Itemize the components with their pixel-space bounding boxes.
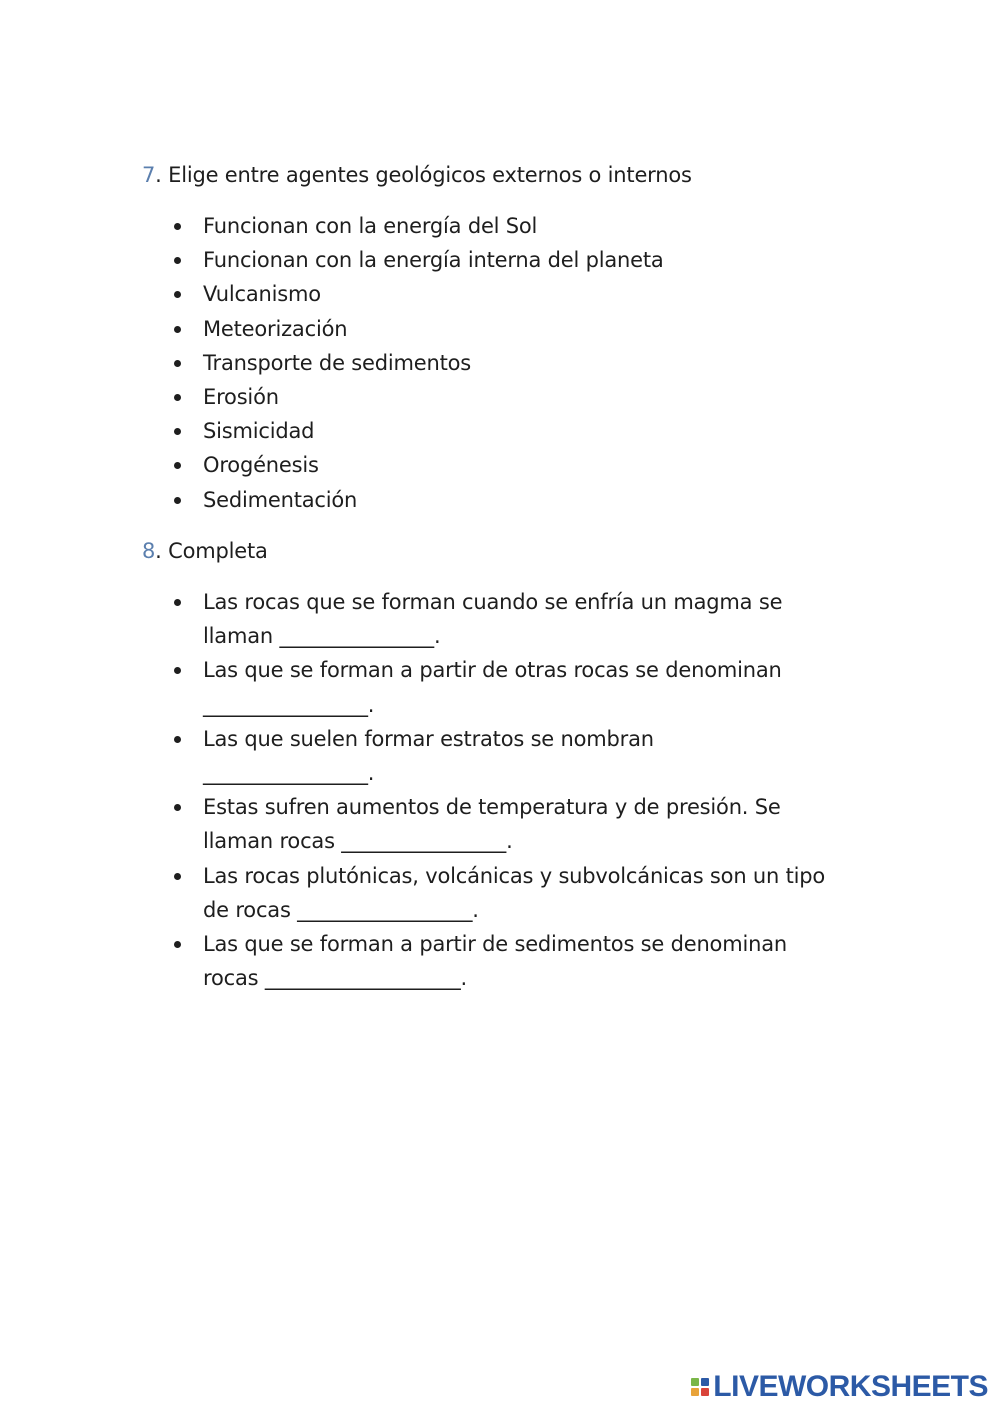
list-item-text: Vulcanismo	[203, 282, 321, 307]
list-item-line: Las rocas que se forman cuando se enfría un magma se	[203, 590, 783, 614]
question-8-title	[142, 534, 268, 568]
list-item-blank-line: llaman _______________.	[203, 624, 441, 649]
list-item	[174, 483, 874, 517]
list-item	[174, 448, 874, 482]
list-item-text: Funcionan con la energía interna del planeta	[203, 248, 664, 273]
list-item	[174, 790, 854, 858]
list-item-text: Funcionan con la energía del Sol	[203, 214, 538, 238]
question-8-number: 8	[142, 539, 156, 563]
list-item-line: Estas sufren aumentos de temperatura y de presión. Se	[203, 795, 781, 820]
list-item	[174, 859, 854, 927]
bullet-icon	[174, 462, 181, 469]
logo-square	[701, 1378, 709, 1386]
list-item-text: Meteorización	[203, 316, 348, 341]
liveworksheets-logo[interactable]	[691, 1369, 988, 1405]
list-item-text: Sedimentación	[203, 487, 358, 512]
list-item	[174, 653, 854, 721]
list-item-blank-line: ________________.	[203, 692, 375, 717]
bullet-icon	[174, 804, 181, 811]
list-item	[174, 585, 854, 653]
list-item	[174, 722, 854, 790]
list-item	[174, 414, 874, 448]
bullet-icon	[174, 394, 181, 401]
bullet-icon	[174, 873, 181, 880]
question-8-list	[174, 585, 854, 995]
list-item	[174, 346, 874, 380]
bullet-icon	[174, 223, 181, 230]
logo-square	[691, 1388, 699, 1396]
list-item-text: Erosión	[203, 385, 279, 410]
list-item-text: Transporte de sedimentos	[203, 350, 471, 375]
question-7-text: . Elige entre agentes geológicos externos o internos	[155, 163, 692, 187]
list-item-blank-line: rocas ___________________.	[203, 966, 468, 991]
bullet-icon	[174, 736, 181, 743]
list-item-line: Las rocas plutónicas, volcánicas y subvolcánicas son un tipo	[203, 863, 826, 888]
list-item	[174, 380, 874, 414]
bullet-icon	[174, 291, 181, 298]
list-item	[174, 312, 874, 346]
bullet-icon	[174, 941, 181, 948]
question-7-title	[142, 158, 692, 192]
list-item-line: Las que se forman a partir de sedimentos se denominan	[203, 932, 787, 957]
bullet-icon	[174, 667, 181, 674]
list-item-line: Las que suelen formar estratos se nombran	[203, 726, 654, 751]
bullet-icon	[174, 599, 181, 606]
logo-square	[691, 1378, 699, 1386]
list-item-line: Las que se forman a partir de otras rocas se denominan	[203, 658, 782, 683]
liveworksheets-logo-icon	[691, 1378, 709, 1396]
logo-square	[701, 1388, 709, 1396]
bullet-icon	[174, 326, 181, 333]
list-item-text: Orogénesis	[203, 453, 319, 478]
question-8-text: . Completa	[155, 539, 268, 563]
list-item-blank-line: de rocas _________________.	[203, 897, 479, 922]
list-item	[174, 927, 854, 995]
bullet-icon	[174, 497, 181, 504]
question-7-number: 7	[142, 163, 156, 187]
list-item-blank-line: llaman rocas ________________.	[203, 829, 513, 854]
list-item	[174, 243, 874, 277]
bullet-icon	[174, 428, 181, 435]
bullet-icon	[174, 360, 181, 367]
list-item	[174, 209, 874, 243]
bullet-icon	[174, 257, 181, 264]
list-item	[174, 277, 874, 311]
list-item-text: Sismicidad	[203, 419, 315, 444]
list-item-blank-line: ________________.	[203, 761, 375, 786]
question-7-list	[174, 209, 874, 517]
liveworksheets-logo-text: LIVEWORKSHEETS	[713, 1370, 988, 1403]
